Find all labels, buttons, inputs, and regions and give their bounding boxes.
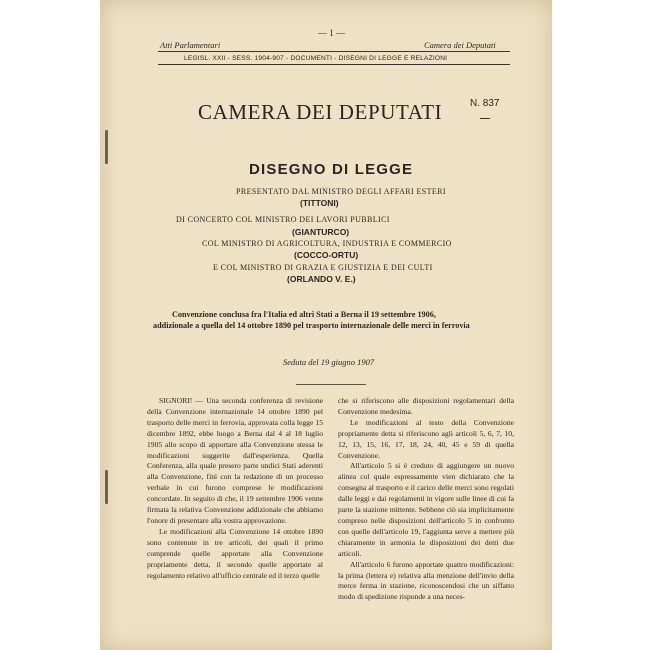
presenter-name: (TITTONI) (300, 198, 339, 208)
page-title: CAMERA DEI DEPUTATI (198, 100, 443, 124)
paragraph: SIGNORI! — Una seconda conferenza di revisione della Convenzione internazionale 14 ottobre 1890 pel trasporto delle merci in ferrovia, approvata colla legge 15 dicembre 1892, ebbe luogo a Berna dal 4 al 18 luglio 1905 allo scopo di apportare alla Convenzione stessa le modificazioni suggerite dall'esperienza. Quella Conferenza, alla quale presero parte undici Stati aderenti alla Convenzione, finì con la redazione di un processo verbale in cui furono comprese le modificazioni concordate. In seguito di che, il 19 settembre 1906 venne firmata la relativa Convenzione addizionale che abbiamo l'onore di presentare alla vostra approvazione. (147, 396, 323, 525)
paragraph: Le modificazioni alla Convenzione 14 ottobre 1890 sono contenute in tre articoli, dei quali il primo comprende quelle apportate alla Convenzione propriamente detta, il secondo quelle apportate al regolamento relativo all'ufficio centrale ed il terzo quelle (147, 526, 323, 580)
paragraph: Le modificazioni al testo della Convenzione propriamente detta si riferiscono agli articoli 5, 6, 7, 10, 12, 13, 15, 16, 17, 18, 24, 40, 45 e 59 di quella Convenzione. (338, 417, 514, 460)
text-column-right (338, 396, 514, 603)
session-date: Seduta del 19 giugno 1907 (283, 357, 375, 367)
document-number: N. 837 (470, 98, 500, 109)
binding-stitch (105, 470, 108, 504)
paragraph: che si riferiscono alle disposizioni regolamentari della Convenzione medesima. (338, 396, 514, 416)
paragraph: All'articolo 5 si è creduto di aggiungere un nuovo alinea col quale espressamente vien dichiarato che la consegna al trasporto e il carico delle merci sono regolati dalle leggi e dai regolamenti in vigore sulle linee di cui fa parte la stazione mittente. Sebbene ciò sia implicitamente compreso nelle disposizioni dell'articolo 5 in confronto con quelle dell'articolo 19, l'aggiunta serve a mettere più chiaramente in armonia le disposizioni dei detti due articoli. (338, 461, 514, 558)
text-column-left (147, 396, 323, 581)
paragraph: All'articolo 6 furono apportate quattro modificazioni: la prima (lettera e) relativa alla menzione dell'invio della merce ferma in stazione, riconoscendosi che un siffatto modo di spedizione risponde a una neces- (338, 559, 514, 602)
presenter-name: (GIANTURCO) (292, 227, 350, 237)
presenter-line: COL MINISTRO DI AGRICOLTURA, INDUSTRIA E COMMERCIO (202, 239, 452, 248)
header-left: Atti Parlamentari (160, 40, 221, 50)
presenter-line: PRESENTATO DAL MINISTRO DEGLI AFFARI ESTERI (236, 187, 446, 196)
presenter-line: E COL MINISTRO DI GRAZIA E GIUSTIZIA E DEI CULTI (213, 263, 433, 272)
header-right: Camera dei Deputati (424, 40, 496, 50)
header-rule (158, 51, 510, 52)
separator-rule (296, 384, 366, 385)
presenter-name: (COCCO-ORTU) (294, 250, 359, 260)
binding-stitch (105, 130, 108, 164)
presenter-line: DI CONCERTO COL MINISTRO DEI LAVORI PUBBLICI (176, 215, 390, 224)
header-subline: LEGISL. XXII - SESS. 1904-907 - DOCUMENTI - DISEGNI DI LEGGE E RELAZIONI (184, 55, 448, 62)
number-dash (480, 118, 490, 119)
convention-title: addizionale a quella del 14 ottobre 1890 pel trasporto internazionale delle merci in ferrovia (153, 321, 470, 330)
header-rule (158, 64, 510, 65)
document-subtitle: DISEGNO DI LEGGE (249, 161, 414, 178)
presenter-name: (ORLANDO V. E.) (287, 274, 356, 284)
page-number: — 1 — (318, 28, 345, 38)
convention-title: Convenzione conclusa fra l'Italia ed altri Stati a Berna il 19 settembre 1906, (172, 310, 436, 319)
